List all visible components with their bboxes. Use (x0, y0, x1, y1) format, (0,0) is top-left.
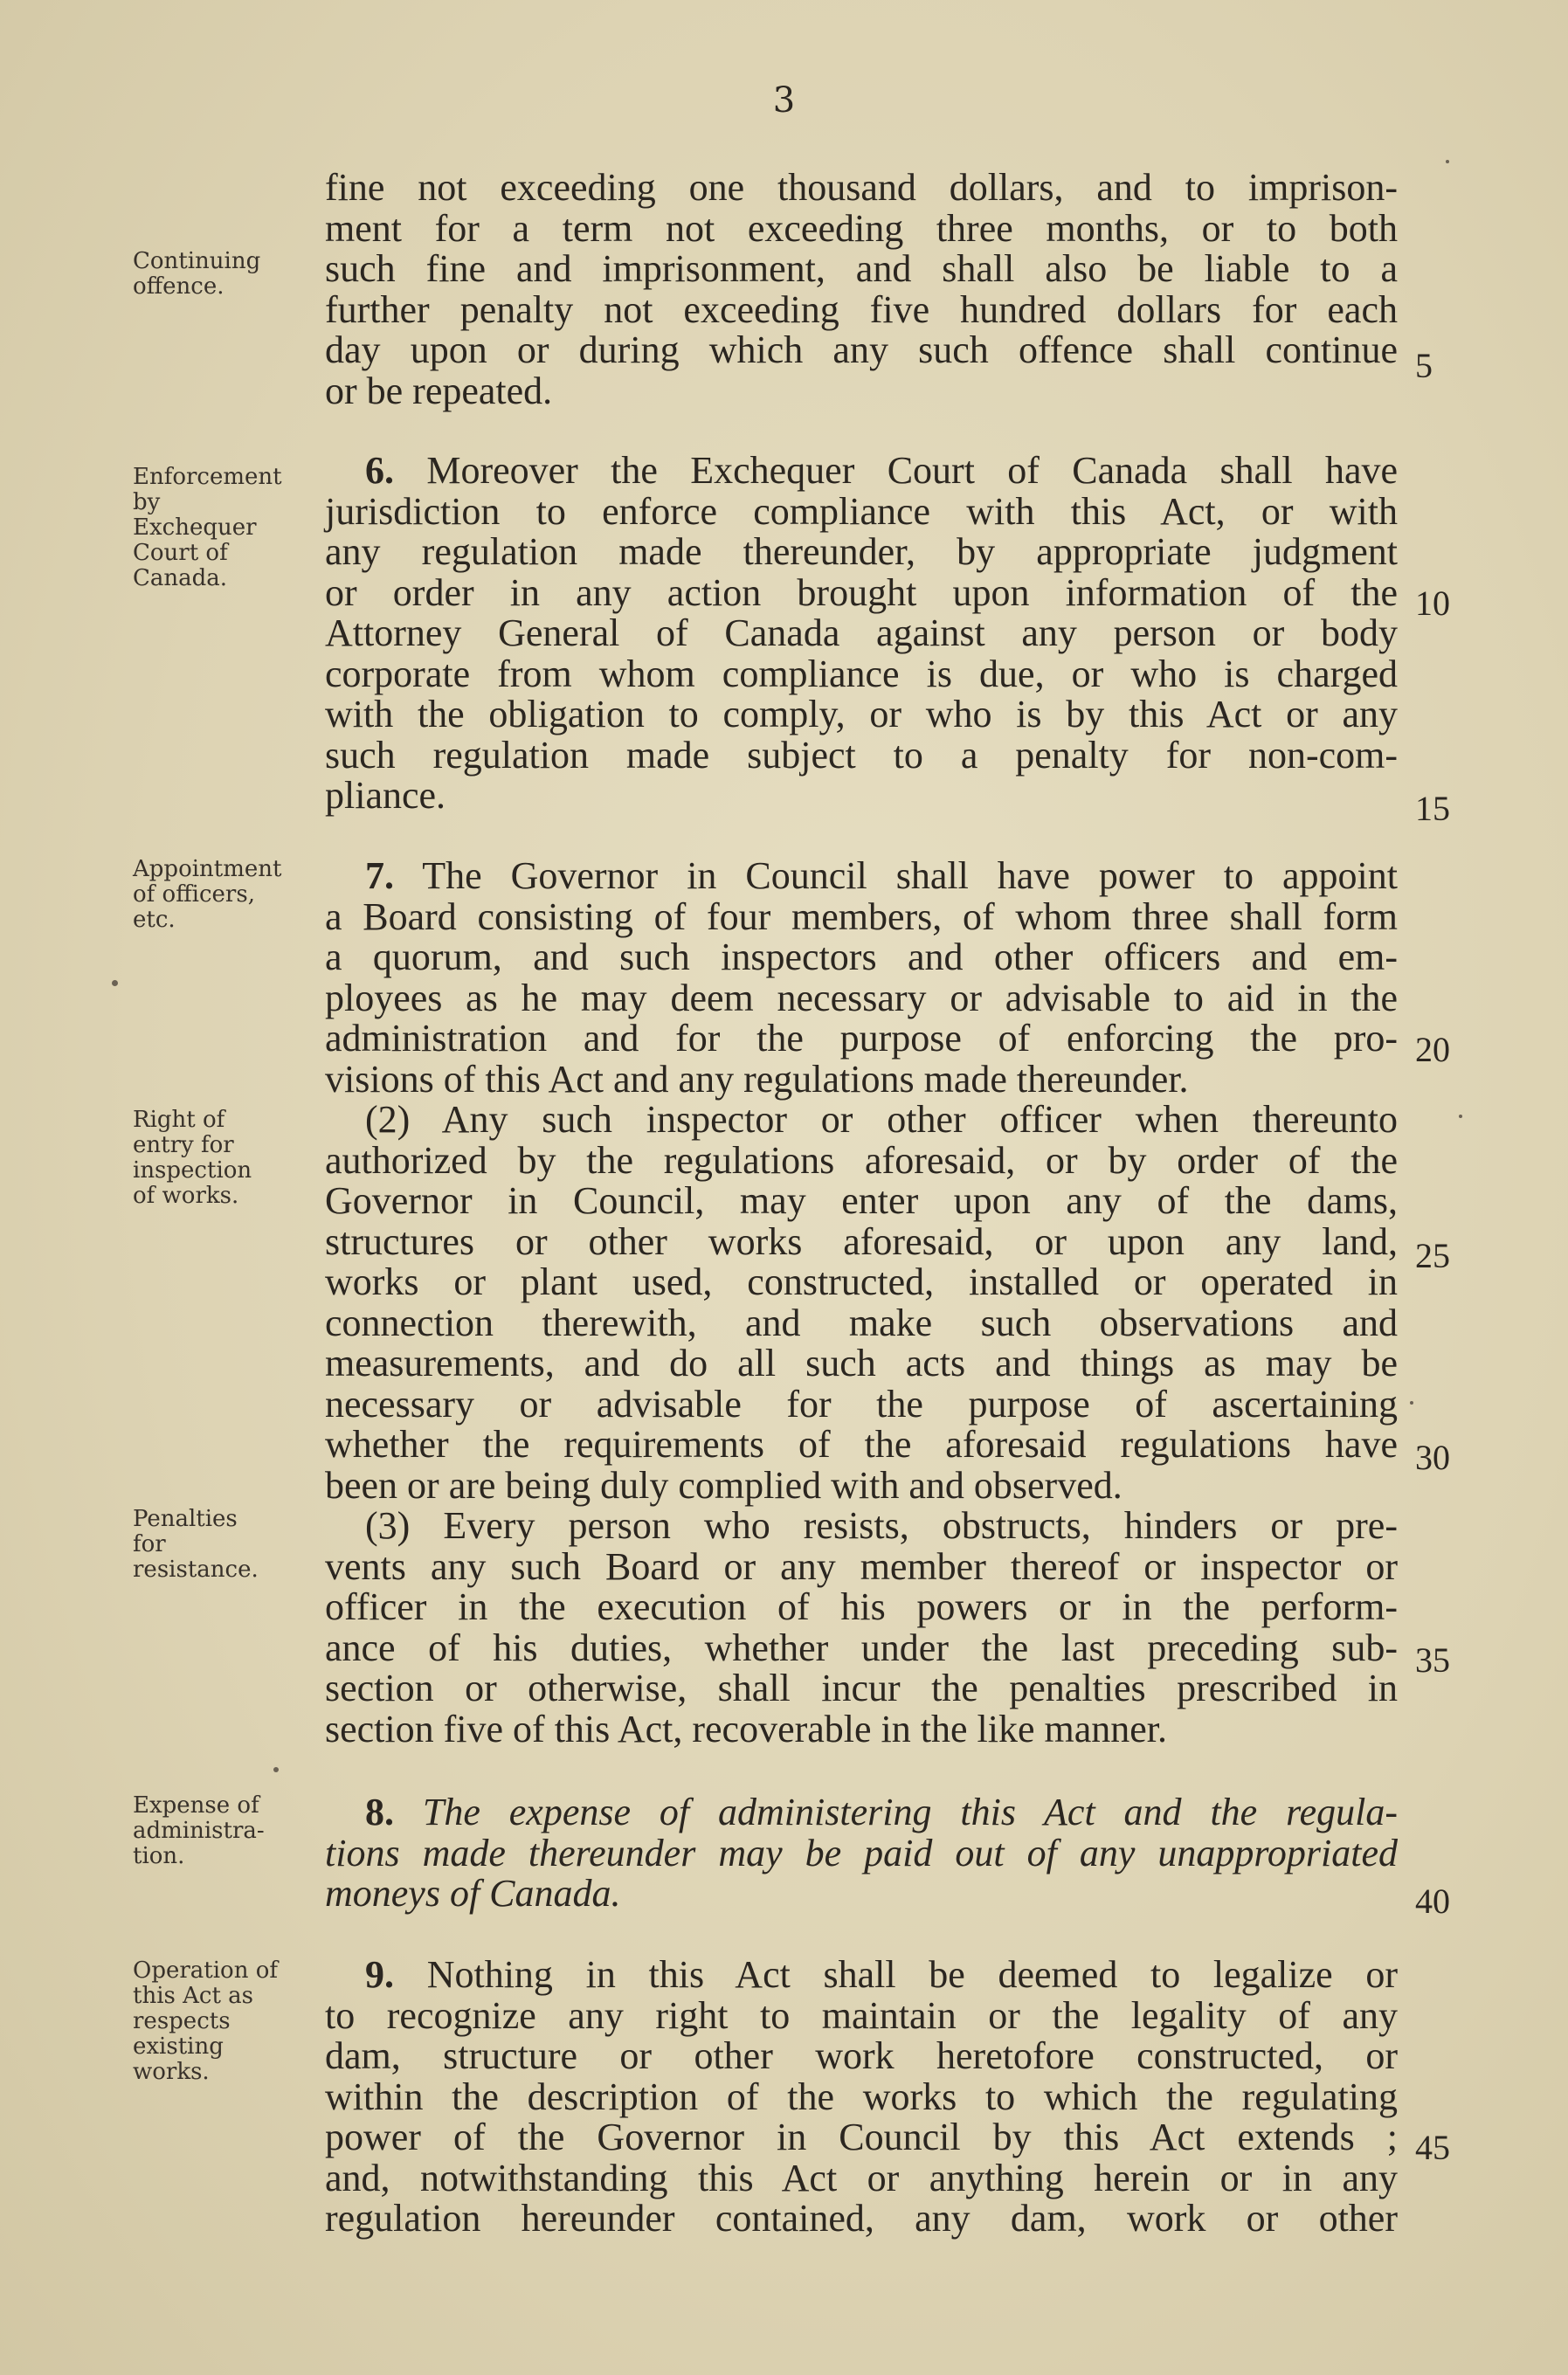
side-note-line: inspection (133, 1157, 252, 1184)
text-line: visions of this Act and any regulations made thereunder. (325, 1057, 1189, 1101)
text-line: to recognize any right to maintain or the legality of any (325, 1993, 1398, 2037)
side-note-line: offence. (133, 273, 224, 300)
text-line: and, notwithstanding this Act or anything herein or in any (325, 2156, 1398, 2199)
text-line: dam, structure or other work heretofore constructed, or (325, 2034, 1398, 2077)
side-note-enforcement (133, 465, 329, 591)
side-note-line: of officers, (133, 881, 255, 908)
section-7 (325, 856, 1398, 1100)
text-line: authorized by the regulations aforesaid, or by order of the (325, 1138, 1398, 1182)
text-line: moneys of Canada. (325, 1872, 621, 1915)
section-number: 8. (365, 1791, 394, 1833)
text-line: tions made thereunder may be paid out of any unappropriated (325, 1831, 1398, 1874)
text-fragment: The Governor in Council shall have power to appoint (422, 854, 1398, 897)
text-line: Attorney General of Canada against any person or body (325, 611, 1398, 654)
side-note-line: of works. (133, 1183, 239, 1209)
side-note-line: Right of (133, 1107, 225, 1133)
section-7-subsection-3 (325, 1506, 1398, 1750)
text-line: vents any such Board or any member thereof or inspector or (325, 1544, 1398, 1588)
text-line: necessary or advisable for the purpose of ascertaining (325, 1382, 1398, 1426)
paper-speck (273, 1767, 279, 1772)
side-note-line: tion. (133, 1843, 185, 1869)
line-number-25: 25 (1415, 1236, 1450, 1275)
paper-speck (1410, 1401, 1413, 1405)
text-fragment: Nothing in this Act shall be deemed to legalize or (426, 1953, 1399, 1996)
line-number-10: 10 (1415, 583, 1450, 623)
text-line: (3) Every person who resists, obstructs, hinders or pre- (365, 1504, 1398, 1547)
text-line: (2) Any such inspector or other officer when thereunto (365, 1098, 1398, 1141)
side-note-line: entry for (133, 1132, 234, 1158)
paper-speck (112, 980, 118, 986)
side-note-line: Appointment (133, 856, 282, 882)
text-line: structures or other works aforesaid, or upon any land, (325, 1219, 1398, 1263)
paragraph-continuation (325, 168, 1398, 411)
text-line (325, 1955, 1398, 1996)
page-number: 3 (772, 80, 796, 121)
text-line: any regulation made thereunder, by appropriate judgment (325, 530, 1398, 573)
text-line: regulation hereunder contained, any dam, work or other (325, 2197, 1398, 2240)
side-note-penalties (133, 1507, 329, 1583)
text-line: further penalty not exceeding five hundred dollars for each (325, 287, 1398, 331)
section-9 (325, 1955, 1398, 2240)
text-line: been or are being duly complied with and observed. (325, 1463, 1122, 1507)
side-note-line: Enforcement (133, 464, 282, 490)
line-number-35: 35 (1415, 1640, 1450, 1680)
line-number-15: 15 (1415, 789, 1450, 828)
text-line (325, 856, 1398, 897)
side-note-line: by (133, 489, 161, 515)
text-line: or order in any action brought upon information of the (325, 570, 1398, 614)
text-line: power of the Governor in Council by this Act extends ; (325, 2116, 1398, 2158)
side-note-line: this Act as (133, 1983, 254, 2009)
side-note-line: Penalties (133, 1506, 238, 1532)
section-8 (325, 1792, 1398, 1915)
text-line: administration and for the purpose of enforcing the pro- (325, 1017, 1398, 1060)
section-6 (325, 451, 1398, 817)
side-note-line: administra- (133, 1818, 265, 1844)
side-note-line: Exchequer (133, 514, 257, 541)
text-fragment: The expense of administering this Act and the regula- (422, 1791, 1398, 1833)
text-line: jurisdiction to enforce compliance with this Act, or with (325, 489, 1398, 533)
text-line: connection therewith, and make such observations and (325, 1301, 1398, 1344)
side-note-line: works. (133, 2059, 210, 2085)
section-number: 9. (365, 1953, 394, 1996)
text-line: day upon or during which any such offence shall continue (325, 328, 1398, 371)
text-line: officer in the execution of his powers or in the perform- (325, 1585, 1398, 1628)
text-line: works or plant used, constructed, installed or operated in (325, 1260, 1398, 1303)
text-line: or be repeated. (325, 369, 553, 412)
text-line (325, 1792, 1398, 1833)
side-note-operation (133, 1958, 329, 2085)
side-note-continuing-offence (133, 249, 329, 300)
text-line: fine not exceeding one thousand dollars, and to imprison- (325, 166, 1398, 209)
line-number-30: 30 (1415, 1438, 1450, 1477)
side-note-line: Canada. (133, 565, 228, 591)
text-line: ment for a term not exceeding three months, or to both (325, 206, 1398, 250)
side-note-line: etc. (133, 907, 176, 933)
text-line: a quorum, and such inspectors and other officers and em- (325, 936, 1398, 978)
side-note-line: Operation of (133, 1957, 278, 1984)
text-line: whether the requirements of the aforesaid regulations have (325, 1423, 1398, 1466)
text-line: with the obligation to comply, or who is by this Act or any (325, 693, 1398, 735)
text-line: a Board consisting of four members, of whom three shall form (325, 894, 1398, 938)
text-line: section five of this Act, recoverable in the like manner. (325, 1707, 1168, 1750)
text-line: measurements, and do all such acts and things as may be (325, 1342, 1398, 1384)
text-line: pliance. (325, 774, 446, 817)
side-note-right-of-entry (133, 1108, 329, 1209)
text-line: Governor in Council, may enter upon any of the dams, (325, 1179, 1398, 1222)
section-7-subsection-2 (325, 1100, 1398, 1506)
side-note-line: for (133, 1531, 166, 1557)
side-note-line: resistance. (133, 1557, 259, 1583)
text-line: ance of his duties, whether under the last preceding sub- (325, 1626, 1398, 1669)
paper-speck (1446, 160, 1449, 163)
text-line: corporate from whom compliance is due, or who is charged (325, 652, 1398, 695)
text-line: such fine and imprisonment, and shall also be liable to a (325, 247, 1398, 290)
side-note-appointment (133, 857, 329, 933)
text-fragment: Moreover the Exchequer Court of Canada shall have (426, 449, 1398, 492)
line-number-45: 45 (1415, 2128, 1450, 2167)
line-number-5: 5 (1415, 346, 1433, 385)
text-line (325, 451, 1398, 492)
side-note-line: Court of (133, 540, 228, 566)
side-note-expense (133, 1793, 329, 1869)
side-note-line: Expense of (133, 1792, 259, 1819)
side-note-line: respects (133, 2008, 231, 2034)
line-number-40: 40 (1415, 1881, 1450, 1921)
text-line: within the description of the works to which the regulating (325, 2075, 1398, 2118)
text-line: section or otherwise, shall incur the penalties prescribed in (325, 1667, 1398, 1709)
text-line: ployees as he may deem necessary or advisable to aid in the (325, 976, 1398, 1019)
paper-speck (1459, 1115, 1462, 1118)
side-note-line: existing (133, 2033, 224, 2060)
side-note-line: Continuing (133, 248, 261, 274)
text-line: such regulation made subject to a penalty for non-com- (325, 733, 1398, 777)
section-number: 7. (365, 854, 394, 897)
line-number-20: 20 (1415, 1030, 1450, 1069)
section-number: 6. (365, 449, 394, 492)
